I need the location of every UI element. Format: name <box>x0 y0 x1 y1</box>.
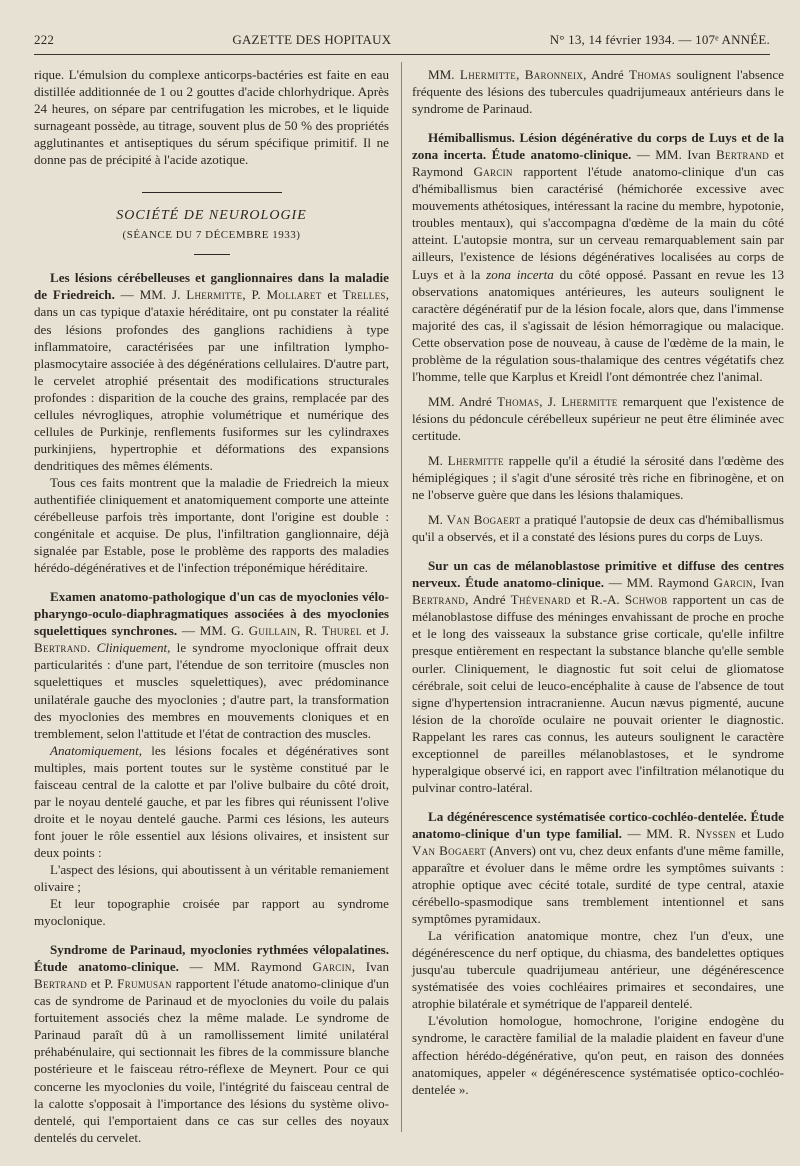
paragraph: Tous ces faits montrent que la maladie de Friedreich la mieux authentifiée cliniquement et anatomiquement comporte une atteinte cérébelleuse parfois très importante, dont l'origine est double : congénitale et acquise. De plus, l'infiltration ganglionnaire, déjà signalée par Estable, pose le problème des rapports des maladies hérédo-dégénératives et de l'infection tréponémique héréditaire. <box>34 474 389 576</box>
discussion-paragraph: M. Van Bogaert a pratiqué l'autopsie de deux cas d'hémiballismus qu'il a observés, et il a constaté des lésions pures du corps de Luys. <box>412 512 784 545</box>
journal-title: GAZETTE DES HOPITAUX <box>232 32 392 47</box>
author-name: Bertrand <box>716 147 770 163</box>
right-column <box>412 66 784 1098</box>
paragraph: Et leur topographie croisée par rapport au syndrome myoclonique. <box>34 896 389 929</box>
paragraph: La vérification anatomique montre, chez l'un d'eux, une dégénérescence du nerf optique, du chiasma, des bandelettes optiques jusqu'au tubercule quadrijumeau antérieur, une dégénérescence systématisée des voies cochléaires primaires et secondaires, une atrophie bilatérale et symétrique de l'appareil dentelé. <box>412 928 784 1012</box>
author-name: Garcin <box>312 959 352 975</box>
article-friedreich: Les lésions cérébelleuses et ganglionnaires dans la maladie de Friedreich. — MM. J. Lhermitte, P. Mollaret et Trelles, dans un cas typique d'ataxie héréditaire, ont pu constater la réalité des lésions profondes des ganglions rachidiens à type inflammatoire, caractérisées par une infiltration lympho-plasmocytaire associée à des dégénérations cellulaires. D'autre part, le cervelet atrophié présentait des modifications structurales profondes : disparition de la couche des grains, remplacée par des cellules névrogliques, atrophie volumétrique et numérique des cellules de Purkinje, renflements fusiformes sur les cylindraxes purkinjiens, hypertrophie et déformations des expansions dendritiques des mêmes éléments. <box>34 270 389 473</box>
short-rule <box>194 254 230 255</box>
continued-paragraph: rique. L'émulsion du complexe anticorps-bactéries est faite en eau distillée additionnée de 1 ou 2 gouttes d'acide chlorhydrique. Après 24 heures, on sépare par centrifugation les microbes, et le liquide surnageant possède, au titrage, souvent plus de 50 % des propriétés agglutinantes et antiseptiques du sérum spécifique primitif. Il ne donne pas de précipité à l'acide azotique. <box>34 67 389 168</box>
section-rule <box>142 192 282 193</box>
running-header <box>34 28 770 52</box>
article-title: La dégénérescence systématisée cortico-cochléo-dentelée. Étude anatomo-clinique d'un type familial. <box>412 808 784 841</box>
article-title: Sur un cas de mélanoblastose primitive et diffuse des centres nerveux. Étude anatomo-clinique. <box>412 558 784 591</box>
paragraph: L'évolution homologue, homochrone, l'origine endogène du syndrome, le caractère familial de la maladie plaident en faveur d'une affection hérédo-dégénérative, qu'on peut, en raison des données anatomiques, appeler « dégénérescence systématisée optico-cochléo-dentelée ». <box>412 1013 784 1097</box>
author-name: Garcin <box>713 575 753 591</box>
article-myoclonies: Examen anatomo-pathologique d'un cas de myoclonies vélo-pharyngo-oculo-diaphragmatiques associées à des myoclonies squelettiques synchrones. — MM. G. Guillain, R. Thurel et J. Bertrand. Cliniquement, le syndrome myoclonique offrait deux particularités : d'une part, l'étendue de son territoire (muscles non squelettiques et muscles squelettiques), avec prédominance unilatérale gauche des myoclonies ; d'autre part, la transformation des myoclonies des membres en mouvements cloniques et en tremblement, selon l'attitude et l'état de contraction des muscles. <box>34 589 390 741</box>
author-name: Lhermitte <box>447 452 504 468</box>
column-divider <box>401 62 402 1132</box>
author-name: Lhermitte <box>459 67 517 82</box>
society-title: SOCIÉTÉ DE NEUROLOGIE <box>116 208 307 224</box>
author-name: Thomas <box>496 393 540 409</box>
article-title: Syndrome de Parinaud, myoclonies rythmées vélopalatines. Étude anatomo-clinique. <box>34 942 389 975</box>
issue-info: N° 13, 14 février 1934. — 107ᵉ ANNÉE. <box>549 32 770 47</box>
author-name: Lhermitte <box>186 287 243 303</box>
author-name: Van Bogaert <box>446 512 521 528</box>
author-name: Van Bogaert <box>412 842 486 858</box>
author-name: Bertrand <box>34 976 88 992</box>
author-name: Bertrand <box>412 592 466 608</box>
article-title: Les lésions cérébelleuses et ganglionnaires dans la maladie de Friedreich. <box>34 270 389 303</box>
page-number: 222 <box>34 32 55 47</box>
header-rule <box>34 54 770 55</box>
author-name: Schwob <box>624 592 668 608</box>
article-title: Examen anatomo-pathologique d'un cas de myoclonies vélo-pharyngo-oculo-diaphragmatiques associées à des myoclonies squelettiques synchrones. <box>34 589 389 639</box>
article-title: Hémiballismus. Lésion dégénérative du corps de Luys et de la zona incerta. Étude anatomo-clinique. <box>412 130 784 163</box>
discussion-paragraph: MM. André Thomas, J. Lhermitte remarquent que l'existence de lésions du pédoncule cérébelleux supérieur ne peut être éliminée avec certitude. <box>412 393 784 443</box>
article-degenerescence: La dégénérescence systématisée cortico-cochléo-dentelée. Étude anatomo-clinique d'un type familial. — MM. R. Nyssen et Ludo Van Bogaert (Anvers) ont vu, chez deux enfants d'une même famille, apparaître et évoluer dans le même ordre les symptômes suivants : atrophie optique avec cécité totale, surdité de type central, ataxie cérébello-spasmodique sans tremblement intentionnel et sans symptômes pyramidaux. <box>412 808 784 927</box>
author-name: Garcin <box>473 164 513 180</box>
emphasis: Anatomiquement <box>50 742 139 758</box>
author-name: Guillain <box>248 623 297 639</box>
article-melanoblastose: Sur un cas de mélanoblastose primitive et diffuse des centres nerveux. Étude anatomo-clinique. — MM. Raymond Garcin, Ivan Bertrand, André Thévenard et R.-A. Schwob rapportent un cas de mélanoblastose diffuse des méninges envahissant de proche en proche et le long des vaisseaux la substance grise corticale, qu'elle infiltre presque entièrement en respectant la substance blanche qu'elle semble ourler. Cliniquement, le diagnostic fut soit celui de gliomatose cérébrale, soit celui de leuco-encéphalite à cause de l'absence de tout signe d'hypertension intracranienne. Aucun nævus pigmenté, aucune lésion de la choroïde oculaire ne pouvait orienter le diagnostic. Rappelant les rares cas connus, les auteurs soulignent le caractère exceptionnel de pareilles mélanoblastoses, et le syndrome hyperalgique observé ici, en rapport avec l'infiltration mélanotique du pulvinar contro-latéral. <box>412 558 784 795</box>
emphasis: zona incerta <box>486 266 554 282</box>
session-date: (SÉANCE DU 7 DÉCEMBRE 1933) <box>122 229 301 242</box>
author-name: Mollaret <box>266 287 322 303</box>
society-heading <box>34 192 389 255</box>
author-name: Thurel <box>321 623 362 639</box>
author-name: Lhermitte <box>561 393 618 409</box>
author-name: Thomas <box>629 67 672 82</box>
author-name: Nyssen <box>695 825 736 841</box>
article-parinaud: Syndrome de Parinaud, myoclonies rythmées vélopalatines. Étude anatomo-clinique. — MM. Raymond Garcin, Ivan Bertrand et P. Frumusan rapportent l'étude anatomo-clinique d'un cas de syndrome de Parinaud et de myoclonies du voile du palais fortuitement associés chez la même malade. Le syndrome de Parinaud paraît dû à un ramollissement limité unilatéral préhabénulaire, qui sectionnait les fibres de la commissure blanche postérieure et le faisceau rétro-réflexe de Meynert. Pour ce qui concerne les myoclonies du voile, l'intégrité du faisceau central de la calotte s'opposait à l'importance des lésions du système olivo-dentelé, qui l'emportaient dans ce cas sur celles des noyaux dentelés du cervelet. <box>34 942 389 1145</box>
left-column <box>34 66 389 1146</box>
author-name: Thévenard <box>510 592 571 608</box>
discussion-paragraph: M. Lhermitte rappelle qu'il a étudié la sérosité dans l'œdème des hémiplégiques ; il s'agit d'une sérosité très riche en fibrinogène, et on ne l'observe guère que dans les lésions thalamiques. <box>412 452 784 503</box>
article-hemiballismus: Hémiballismus. Lésion dégénérative du corps de Luys et de la zona incerta. Étude anatomo-clinique. — MM. Ivan Bertrand et Raymond Garcin rapportent l'étude anatomo-clinique d'un cas d'hémiballismus bien caractérisé (hémichorée excessive avec mouvements athétosiques, intéressant la racine du membre, hypotonie, troubles mentaux), qui s'accompagna d'œdème de la main du côté atteint. L'autopsie montra, sur un cerveau remarquablement sain par ailleurs, l'existence de lésions dégénératives localisées au corps de Luys et à la zona incerta du côté opposé. Passant en revue les 13 observations anatomiques antérieures, les auteurs soulignent le caractère dégénératif pur de la lésion focale, alors que, dans l'immense majorité des cas, il s'agissait de lésion hémorragique ou malacique. Cette observation pose de nouveau, à cause de l'œdème de la main, le problème de la régulation sous-thalamique des centres végétatifs chez l'homme, telle que Karplus et Kreidl l'ont démontrée chez l'animal. <box>412 130 784 384</box>
author-name: Trelles <box>342 287 386 303</box>
author-name: Frumusan <box>117 976 172 992</box>
author-name: Baronneix <box>524 67 584 82</box>
paragraph: Anatomiquement, les lésions focales et dégénératives sont multiples, mais portent toutes sur le système constitué par le faisceau central de la calotte et par l'olive bulbaire du côté droit, par le noyau dentelé gauche, et par les fibres qui réunissent l'olive droite et le noyau dentelé gauche. Parmi ces lésions, les auteurs font jouer le rôle essentiel aux lésions olivaires, et insistent sur deux points : <box>34 742 389 860</box>
paragraph: L'aspect des lésions, qui aboutissent à un véritable remaniement olivaire ; <box>34 861 389 895</box>
author-name: Bertrand <box>34 640 88 656</box>
emphasis: Cliniquement <box>96 640 168 656</box>
discussion-paragraph: MM. Lhermitte, Baronneix, André Thomas soulignent l'absence fréquente des lésions des tubercules quadrijumeaux antérieurs dans le syndrome de Parinaud. <box>412 67 784 117</box>
